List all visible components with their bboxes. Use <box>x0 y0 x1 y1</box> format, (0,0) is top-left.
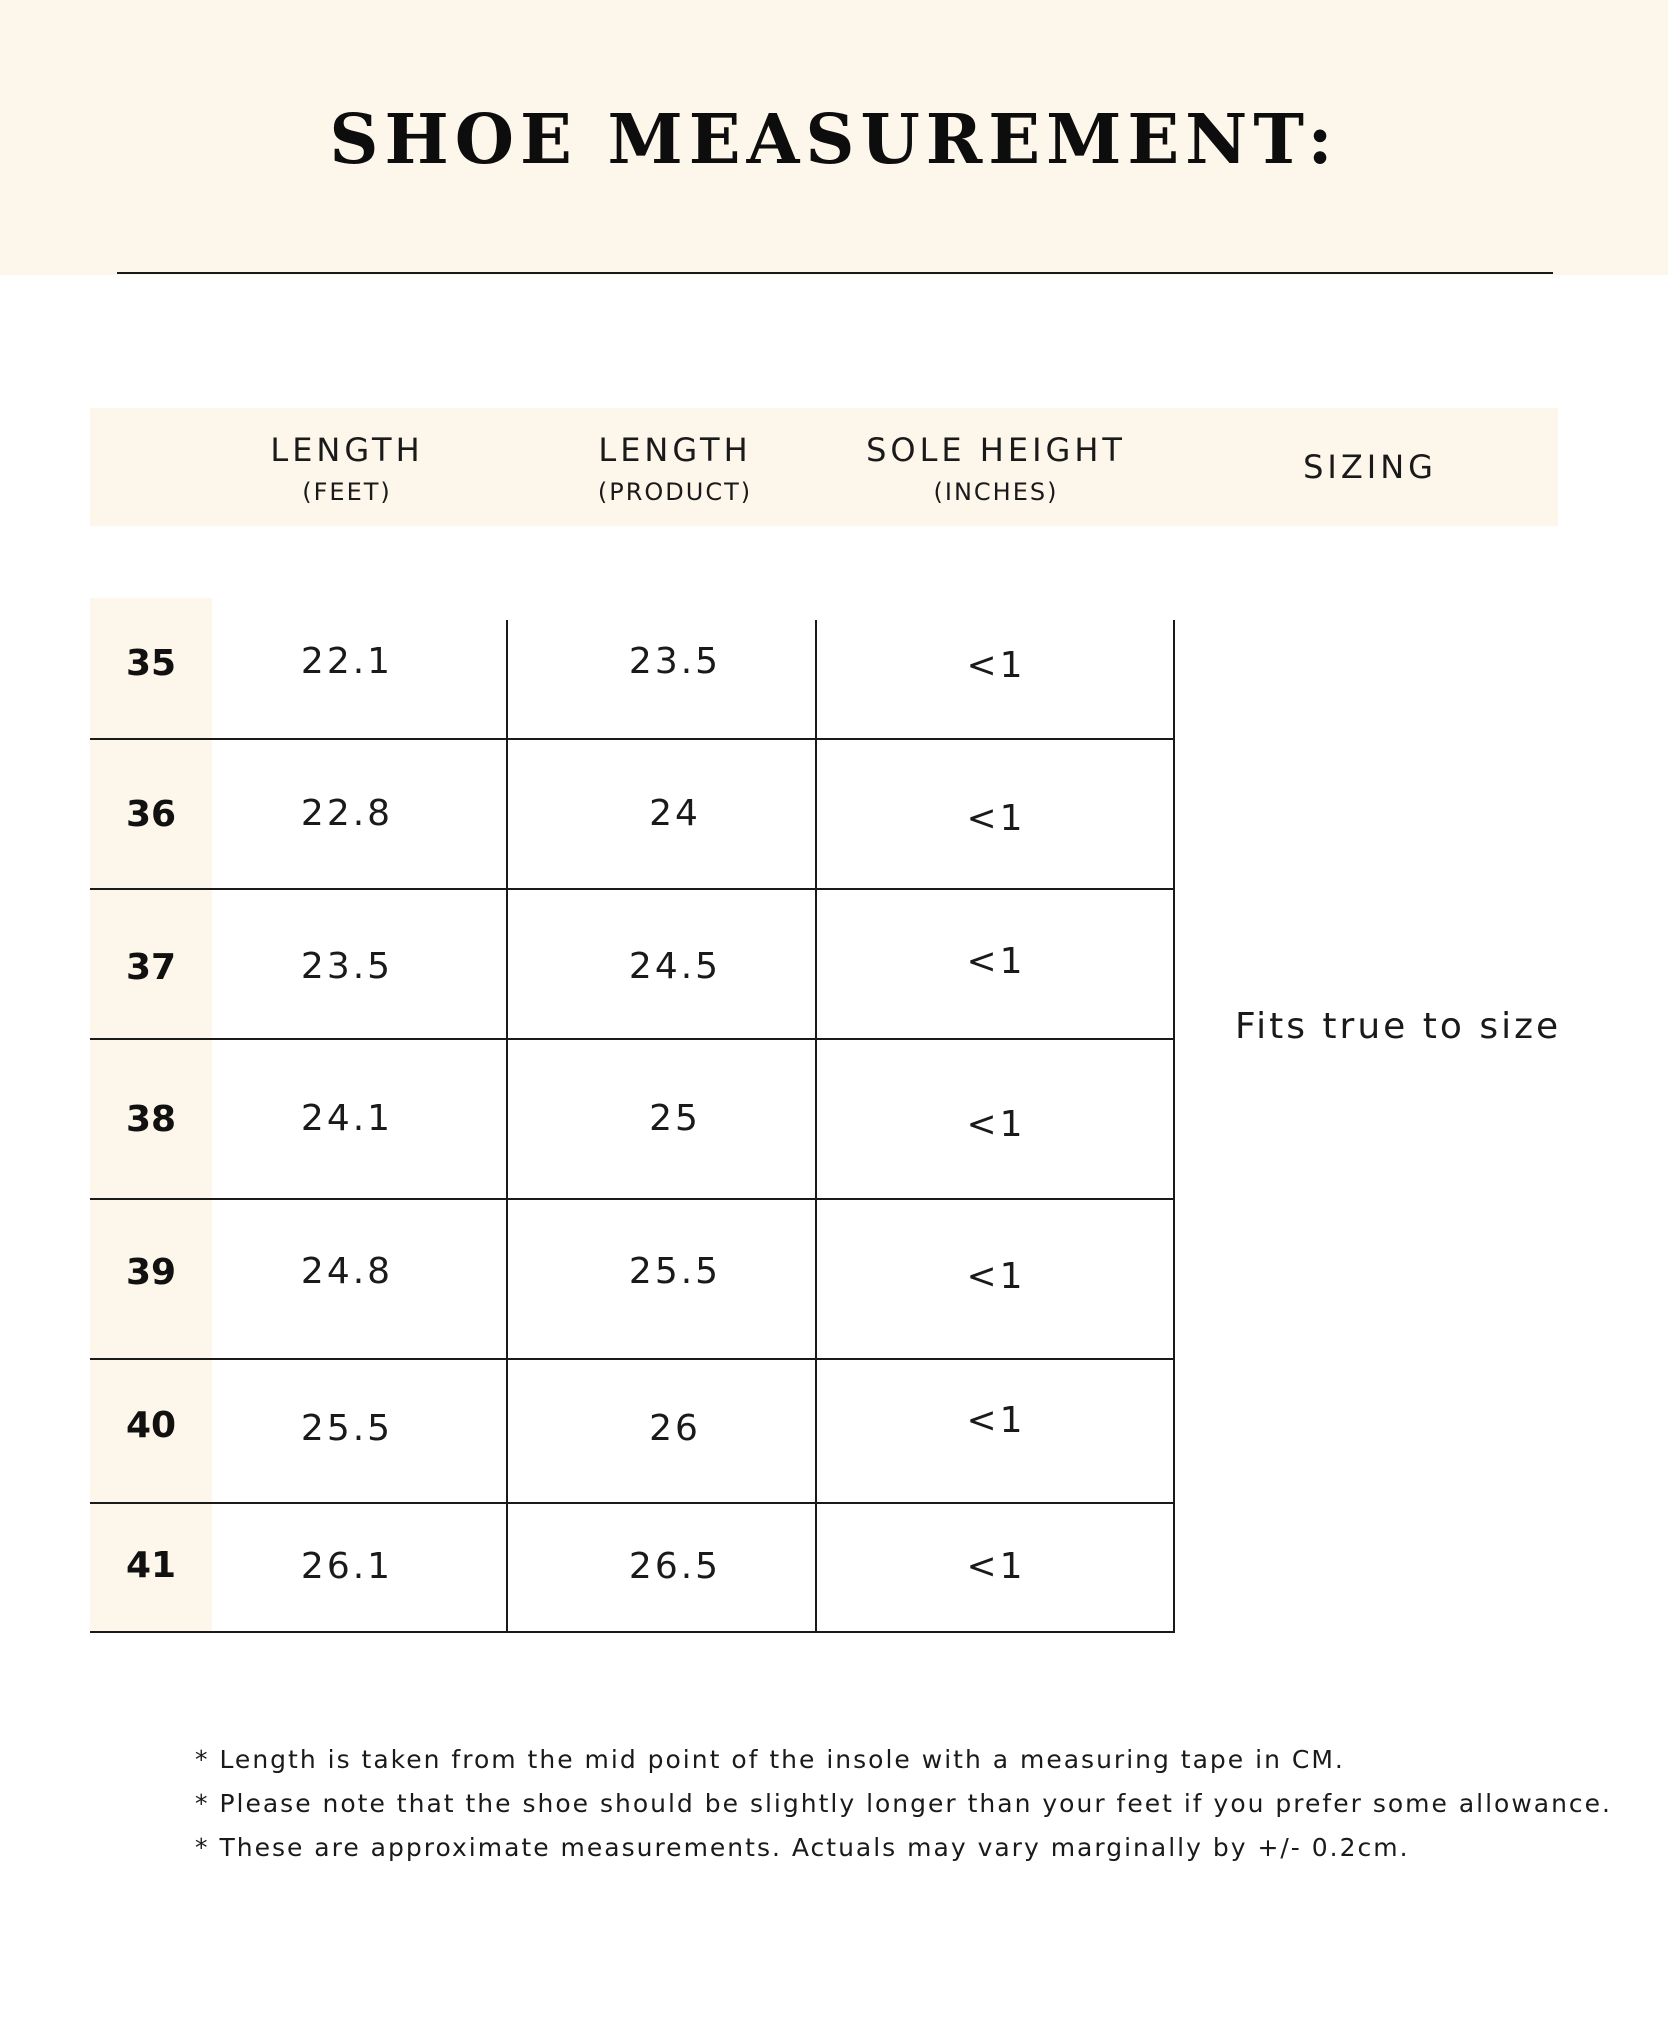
table-divider <box>90 888 1175 890</box>
table-row-size: 37 <box>125 947 177 988</box>
table-divider <box>1173 620 1175 1633</box>
cell-length-feet: 24.1 <box>300 1098 394 1139</box>
column-header-unit: (PRODUCT) <box>597 478 753 506</box>
cell-sole-height: <1 <box>966 1256 1026 1297</box>
sizing-note: Fits true to size <box>1235 1006 1562 1047</box>
table-row-size: 36 <box>125 794 177 835</box>
table-row-size: 35 <box>125 643 177 684</box>
table-row-size: 41 <box>125 1545 177 1586</box>
table-divider <box>506 620 508 1633</box>
cell-length-product: 25.5 <box>628 1251 722 1292</box>
column-header-length-product <box>510 428 840 510</box>
column-header-label: LENGTH <box>270 431 424 469</box>
table-divider <box>90 1358 1175 1360</box>
footnote: * Length is taken from the mid point of the insole with a measuring tape in CM. <box>195 1745 1345 1774</box>
table-divider <box>90 1038 1175 1040</box>
table-divider <box>90 1502 1175 1504</box>
table-row-size: 40 <box>125 1405 177 1446</box>
cell-sole-height: <1 <box>966 1400 1026 1441</box>
cell-sole-height: <1 <box>966 798 1026 839</box>
cell-length-product: 23.5 <box>628 641 722 682</box>
title-divider <box>117 272 1553 274</box>
cell-length-feet: 23.5 <box>300 946 394 987</box>
cell-length-feet: 25.5 <box>300 1408 394 1449</box>
table-row-size: 38 <box>125 1099 177 1140</box>
cell-length-feet: 22.1 <box>300 641 394 682</box>
table-divider <box>90 738 1175 740</box>
column-header-length-feet <box>212 428 482 510</box>
cell-length-feet: 26.1 <box>300 1546 394 1587</box>
table-divider <box>90 1631 1175 1633</box>
footnote: * Please note that the shoe should be slightly longer than your feet if you prefer some allowance. <box>195 1789 1613 1818</box>
table-divider <box>90 1198 1175 1200</box>
table-row-size: 39 <box>125 1252 177 1293</box>
cell-length-product: 25 <box>649 1098 701 1139</box>
column-header-unit: (INCHES) <box>933 478 1059 506</box>
column-header-label: SOLE HEIGHT <box>866 431 1126 469</box>
footnotes <box>195 1738 1613 1870</box>
cell-length-feet: 22.8 <box>300 793 394 834</box>
column-header-unit: (FEET) <box>302 478 392 506</box>
cell-length-product: 24 <box>649 793 701 834</box>
cell-length-feet: 24.8 <box>300 1251 394 1292</box>
cell-length-product: 24.5 <box>628 946 722 987</box>
cell-length-product: 26.5 <box>628 1546 722 1587</box>
cell-length-product: 26 <box>649 1408 701 1449</box>
footnote: * These are approximate measurements. Actuals may vary marginally by +/- 0.2cm. <box>195 1833 1410 1862</box>
cell-sole-height: <1 <box>966 1104 1026 1145</box>
cell-sole-height: <1 <box>966 1546 1026 1587</box>
column-header-sizing: SIZING <box>1303 448 1437 486</box>
cell-sole-height: <1 <box>966 941 1026 982</box>
column-header-label: LENGTH <box>598 431 752 469</box>
column-header-sole-height <box>836 428 1156 510</box>
cell-sole-height: <1 <box>966 645 1026 686</box>
page-title: SHOE MEASUREMENT: <box>329 100 1339 180</box>
